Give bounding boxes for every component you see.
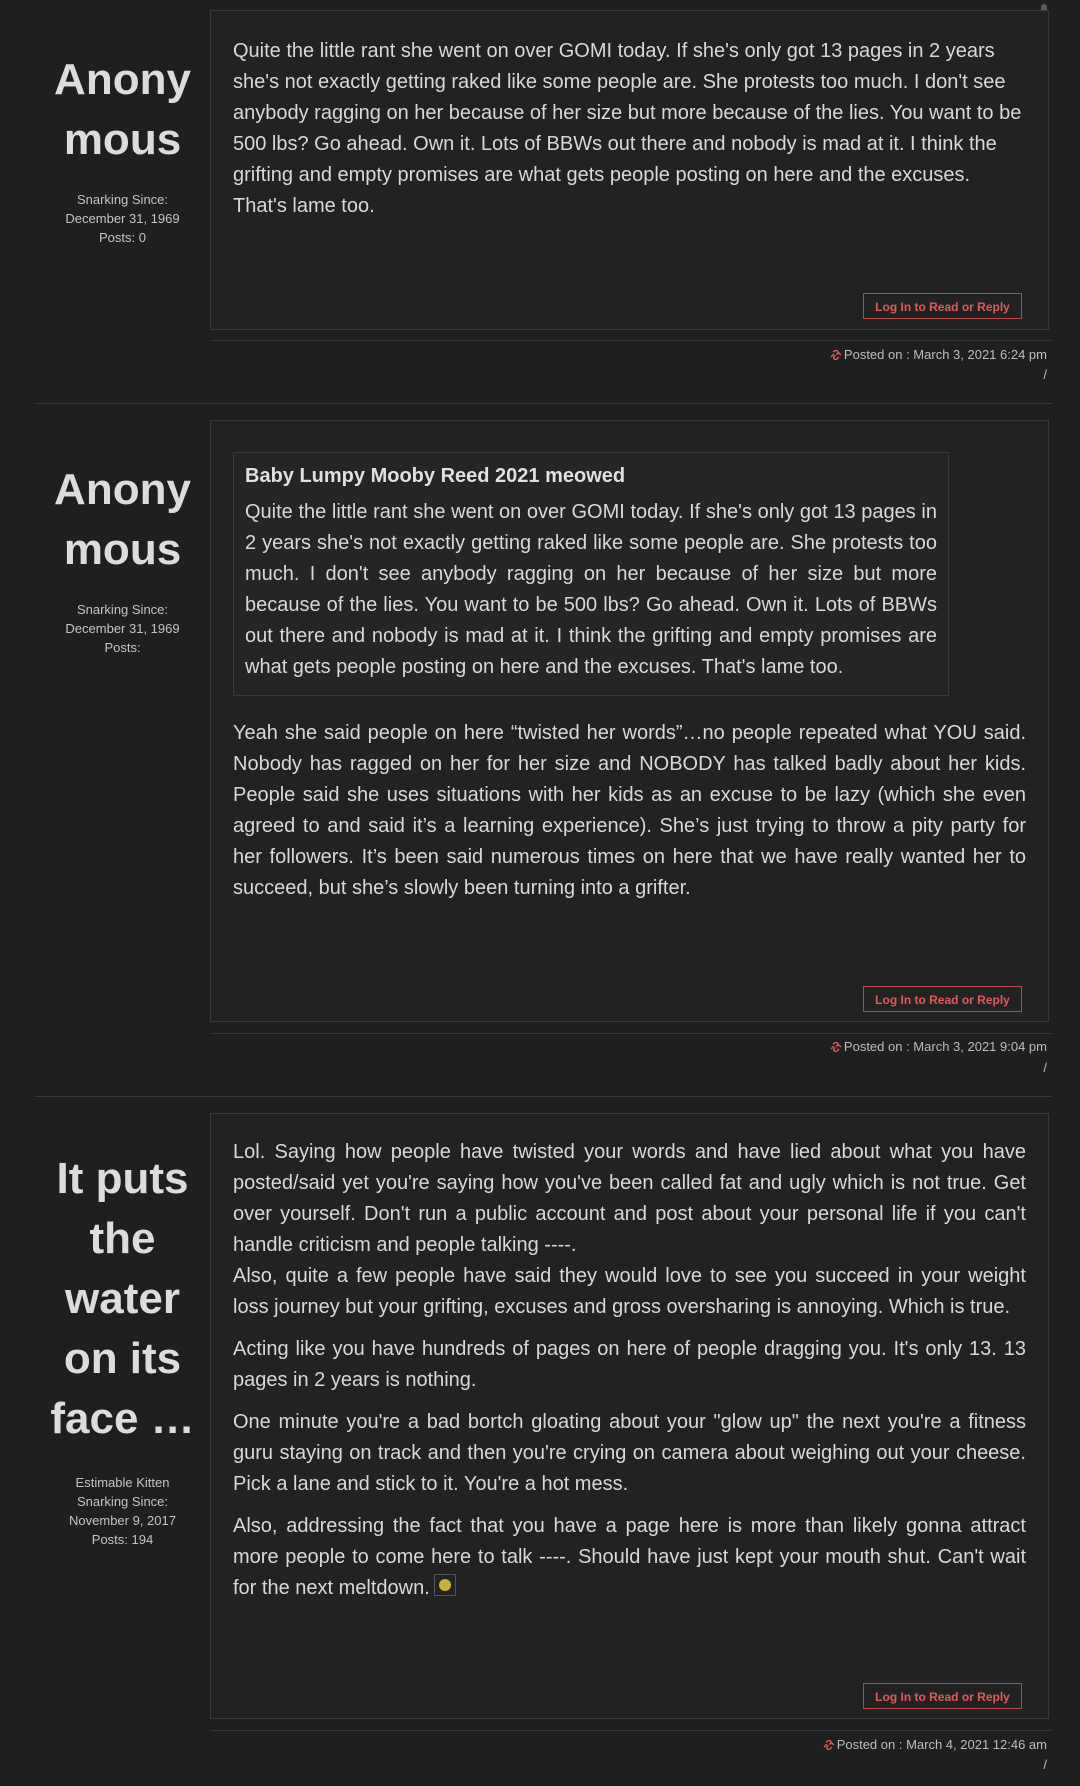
post-content: [233, 1137, 1026, 1615]
author-name[interactable]: It puts the water on its face …: [50, 1154, 195, 1443]
post-content: [233, 452, 1026, 915]
post-footer-rule: [210, 1033, 1052, 1034]
snarking-since-date: December 31, 1969: [65, 621, 180, 636]
post-count: Posts: 0: [99, 230, 146, 245]
post-content: [233, 36, 1026, 233]
quote-text: Quite the little rant she went on over GOMI today. If she's only got 13 pages in 2 years she's not exactly getting raked like some people are. She protests too much. I don't see anybody ragging on her because of her size but more because of the lies. You want to be 500 lbs? Go ahead. Own it. Lots of BBWs out there and nobody is mad at it. I think the grifting and empty promises are what gets people posting on here and the excuses. That's lame too.: [245, 501, 937, 678]
author-meta: [35, 190, 210, 247]
post-author: [35, 460, 210, 657]
post-paragraph: [233, 1511, 1026, 1604]
author-meta: [35, 1473, 210, 1549]
post-paragraph: Lol. Saying how people have twisted your words and have lied about what you have posted/said yet you're saying how you've been called fat and ugly which is not true. Get over yourself. Don't run a public account and post about your personal life if you can't handle criticism and people talking ----.: [233, 1141, 1026, 1256]
post-body: [210, 1113, 1049, 1719]
post-paragraph: Quite the little rant she went on over GOMI today. If she's only got 13 pages in 2 years she's not exactly getting raked like some people are. She protests too much. I don't see anybody ragging on her because of her size but more because of the lies. You want to be 500 lbs? Go ahead. Own it. Lots of BBWs out there and nobody is mad at it. I think the grifting and empty promises are what gets people posting on here and the excuses. That's lame too.: [233, 40, 1022, 217]
post-divider: [35, 1096, 1052, 1097]
snarking-since-date: November 9, 2017: [69, 1513, 176, 1528]
grin-emoji-icon: [434, 1574, 456, 1596]
posted-on-text: Posted on : March 3, 2021 6:24 pm: [843, 347, 1047, 362]
link-icon: [830, 350, 842, 360]
post-footer-rule: [210, 340, 1052, 341]
author-name[interactable]: Anonymous: [54, 55, 191, 164]
post-body: [210, 420, 1049, 1022]
post-slash: /: [1043, 1060, 1047, 1075]
snarking-since-label: Snarking Since:: [76, 1494, 169, 1509]
post-slash: /: [1043, 1757, 1047, 1772]
post-3: [35, 1113, 1052, 1786]
post-author: [35, 1149, 210, 1549]
post-divider: [35, 403, 1052, 404]
quote-block: [233, 452, 949, 696]
post-paragraph: Acting like you have hundreds of pages on here of people dragging you. It's only 13. 13 pages in 2 years is nothing.: [233, 1338, 1026, 1391]
posted-on-text: Posted on : March 3, 2021 9:04 pm: [843, 1039, 1047, 1054]
snarking-since-date: December 31, 1969: [65, 211, 180, 226]
post-paragraph: Yeah she said people on here “twisted her words”…no people repeated what YOU said. Nobody has ragged on her for her size and NOBODY has talked badly about her kids. People said she uses situations with her kids as an excuse to be lazy (which she even agreed to and said it’s a learning experience). She’s just trying to throw a pity party for her followers. It’s been said numerous times on here that we have really wanted her to succeed, but she’s slowly been turning into a grifter.: [233, 722, 1026, 899]
posted-on-text: Posted on : March 4, 2021 12:46 am: [836, 1737, 1047, 1752]
snarking-since-label: Snarking Since:: [76, 602, 169, 617]
post-1: [35, 10, 1052, 380]
posted-on[interactable]: [823, 1736, 1047, 1754]
post-body: [210, 10, 1049, 330]
post-count: Posts: 194: [91, 1532, 154, 1547]
login-to-reply-button[interactable]: Log In to Read or Reply: [863, 986, 1022, 1012]
author-meta: [35, 600, 210, 657]
posted-on[interactable]: [830, 1038, 1047, 1056]
post-paragraph: One minute you're a bad bortch gloating about your "glow up" the next you're a fitness guru staying on track and then you're crying on camera about weighing out your cheese. Pick a lane and stick to it. You're a hot mess.: [233, 1411, 1026, 1495]
link-icon: [830, 1042, 842, 1052]
snarking-since-label: Snarking Since:: [76, 192, 169, 207]
login-to-reply-button[interactable]: Log In to Read or Reply: [863, 1683, 1022, 1709]
quote-author: Baby Lumpy Mooby Reed 2021 meowed: [245, 465, 626, 487]
post-author: [35, 50, 210, 247]
post-paragraph-text: Also, addressing the fact that you have a page here is more than likely gonna attract more people to come here to talk ----. Should have just kept your mouth shut. Can't wait for the next meltdown.: [233, 1515, 1026, 1599]
author-name[interactable]: Anonymous: [54, 465, 191, 574]
posted-on[interactable]: [830, 346, 1047, 364]
login-to-reply-button[interactable]: Log In to Read or Reply: [863, 293, 1022, 319]
link-icon: [823, 1740, 835, 1750]
post-2: [35, 420, 1052, 1100]
post-footer-rule: [210, 1730, 1052, 1731]
post-count: Posts:: [104, 640, 141, 655]
post-slash: /: [1043, 367, 1047, 382]
author-rank: Estimable Kitten: [75, 1475, 170, 1490]
post-paragraph: Also, quite a few people have said they would love to see you succeed in your weight loss journey but your grifting, excuses and gross oversharing is annoying. Which is true.: [233, 1265, 1026, 1318]
